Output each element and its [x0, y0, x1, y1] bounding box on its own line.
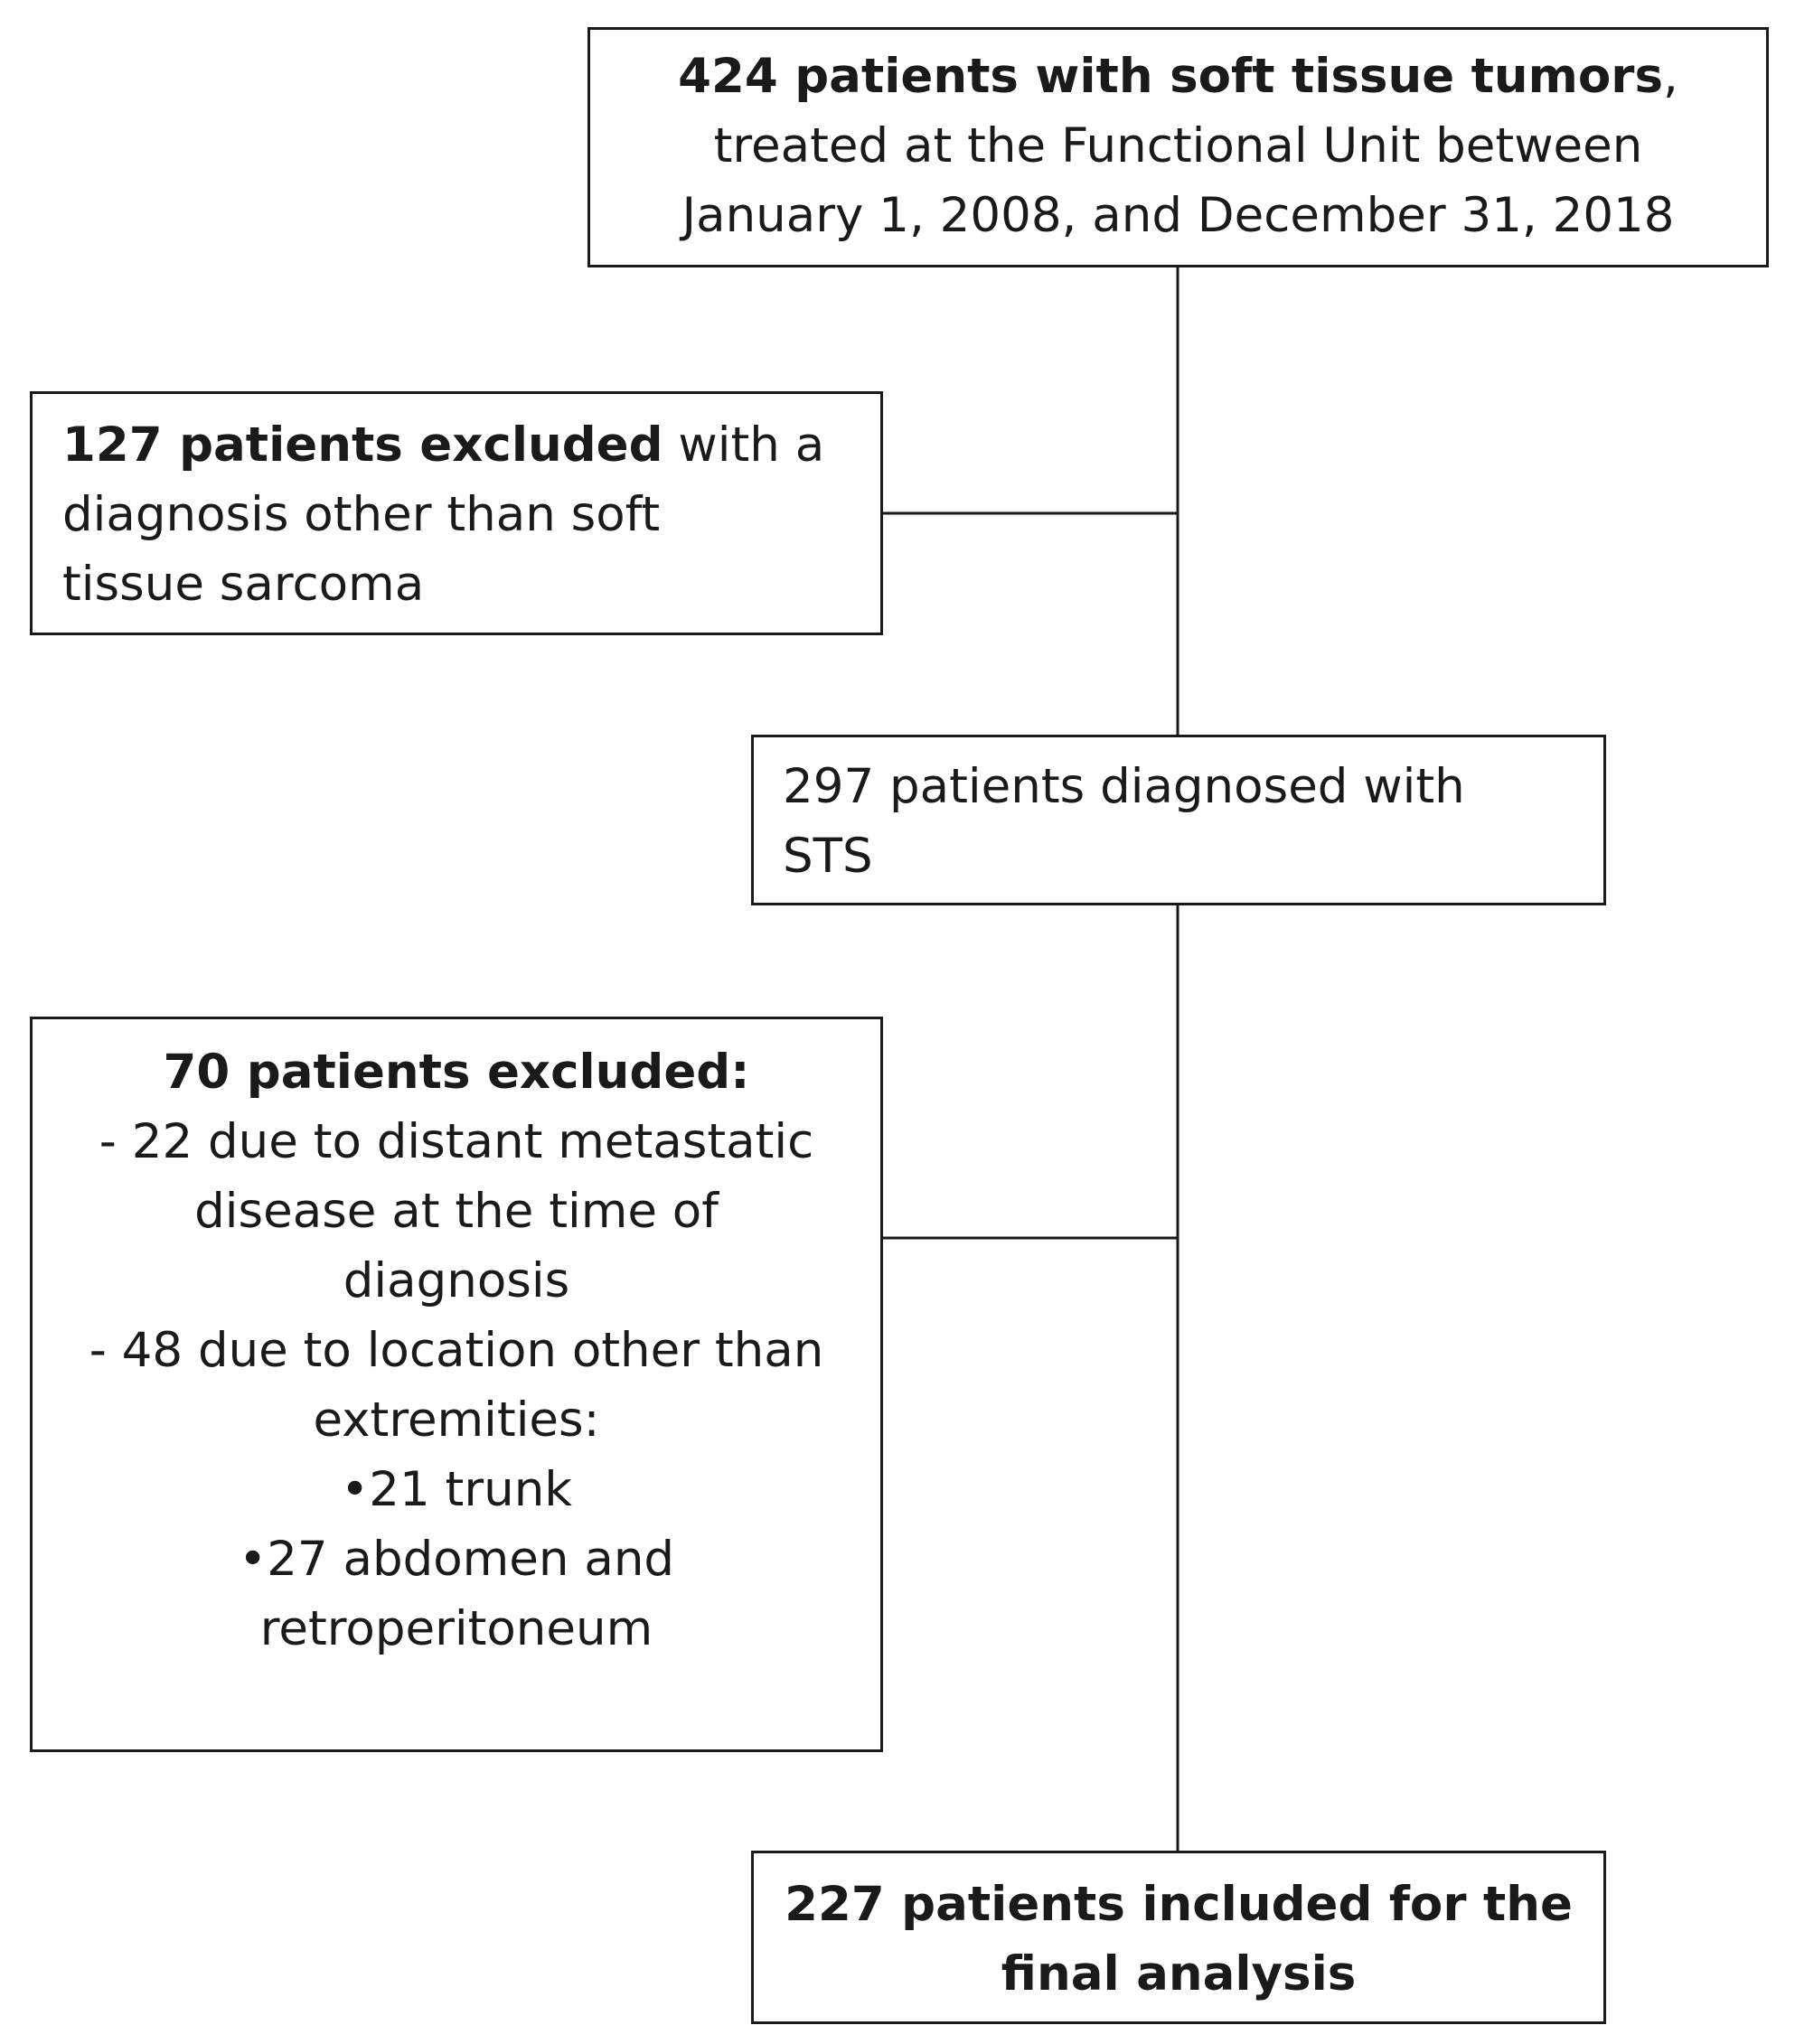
initial-cohort-comma: ,: [1663, 49, 1678, 104]
sts-cohort-line-1: 297 patients diagnosed with: [783, 759, 1465, 814]
exclusion-box-2: [30, 1017, 883, 1752]
exclusion-2-line: •21 trunk: [341, 1462, 572, 1517]
exclusion-2-line: - 48 due to location other than: [89, 1323, 824, 1378]
exclusion-2-line: diagnosis: [343, 1253, 570, 1308]
initial-cohort-line-1: [590, 42, 1766, 111]
exclusion-1-suffix: with a: [663, 417, 825, 473]
exclusion-2-count: 70 patients excluded:: [163, 1045, 750, 1100]
final-cohort-label: final analysis: [1001, 1946, 1357, 2002]
exclusion-1-line-2: diagnosis other than soft: [62, 487, 661, 542]
exclusion-box-1: [30, 391, 883, 635]
exclusion-2-line: disease at the time of: [194, 1184, 719, 1239]
initial-cohort-line-2: treated at the Functional Unit between: [713, 118, 1643, 173]
exclusion-1-line-3: tissue sarcoma: [62, 557, 425, 612]
initial-cohort-count: 424 patients with soft tissue tumors: [678, 49, 1663, 104]
initial-cohort-box: [587, 27, 1769, 267]
final-cohort-line-1: [754, 1870, 1603, 1939]
exclusion-2-line: extremities:: [313, 1392, 600, 1448]
exclusion-2-line: •27 abdomen and: [238, 1532, 675, 1587]
exclusion-1-count: 127 patients excluded: [62, 417, 663, 473]
final-cohort-line-2: [754, 1939, 1603, 2009]
exclusion-1-line-1: [62, 410, 880, 480]
exclusion-2-heading: [33, 1037, 880, 1107]
initial-cohort-line-3: January 1, 2008, and December 31, 2018: [681, 188, 1675, 243]
sts-cohort-line-2: STS: [783, 829, 873, 884]
exclusion-2-line: retroperitoneum: [259, 1601, 653, 1656]
exclusion-2-line: - 22 due to distant metastatic: [99, 1114, 814, 1169]
final-cohort-count: 227 patients included for the: [785, 1877, 1573, 1932]
final-cohort-box: [751, 1851, 1606, 2024]
sts-cohort-box: [751, 735, 1606, 905]
